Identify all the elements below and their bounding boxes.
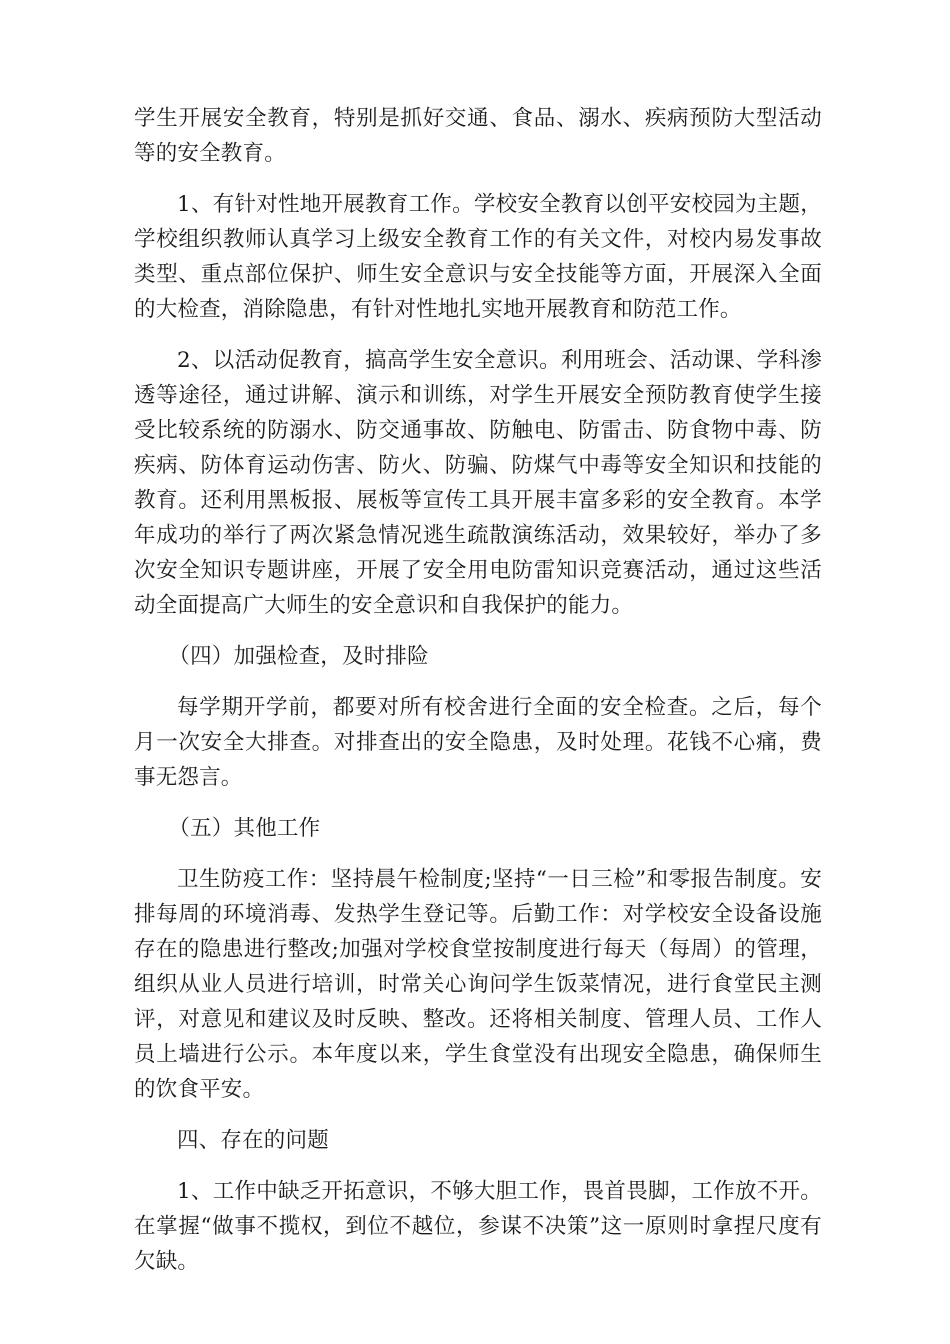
paragraph-problem-1: 1、工作中缺乏开拓意识，不够大胆工作，畏首畏脚，工作放不开。在掌握“做事不揽权，到位不越位，参谋不决策”这一原则时拿捏尺度有欠缺。 xyxy=(134,1179,822,1274)
paragraph-other-work: 卫生防疫工作：坚持晨午检制度;坚持“一日三检”和零报告制度。安排每周的环境消毒、发热学生登记等。后勤工作：对学校安全设备设施存在的隐患进行整改;加强对学校食堂按制度进行每天（每周）的管理，组织从业人员进行培训，时常关心询问学生饭菜情况，进行食堂民主测评，对意见和建议及时反映、整改。还将相关制度、管理人员、工作人员上墙进行公示。本年度以来，学生食堂没有出现安全隐患，确保师生的饮食平安。 xyxy=(134,867,822,1102)
paragraph-targeted-education: 1、有针对性地开展教育工作。学校安全教育以创平安校园为主题，学校组织教师认真学习上级安全教育工作的有关文件，对校内易发事故类型、重点部位保护、师生安全意识与安全技能等方面，开展深入全面的大检查，消除隐患，有针对性地扎实地开展教育和防范工作。 xyxy=(134,192,822,322)
section-heading-other-work: （五）其他工作 xyxy=(168,816,321,841)
paragraph-activity-education: 2、以活动促教育，搞高学生安全意识。利用班会、活动课、学科渗透等途径，通过讲解、演示和训练，对学生开展安全预防教育使学生接受比较系统的防溺水、防交通事故、防触电、防雷击、防食物中毒、防疾病、防体育运动伤害、防火、防骗、防煤气中毒等安全知识和技能的教育。还利用黑板报、展板等宣传工具开展丰富多彩的安全教育。本学年成功的举行了两次紧急情况逃生疏散演练活动，效果较好，举办了多次安全知识专题讲座，开展了安全用电防雷知识竞赛活动，通过这些活动全面提高广大师生的安全意识和自我保护的能力。 xyxy=(134,348,822,618)
section-heading-problems: 四、存在的问题 xyxy=(177,1128,329,1153)
document-body xyxy=(134,101,822,1295)
paragraph-inspection: 每学期开学前，都要对所有校舍进行全面的安全检查。之后，每个月一次安全大排查。对排查出的安全隐患，及时处理。花钱不心痛，费事无怨言。 xyxy=(134,695,822,790)
paragraph-continuation: 学生开展安全教育，特别是抓好交通、食品、溺水、疾病预防大型活动等的安全教育。 xyxy=(134,106,822,166)
section-heading-inspection: （四）加强检查，及时排险 xyxy=(168,644,429,669)
